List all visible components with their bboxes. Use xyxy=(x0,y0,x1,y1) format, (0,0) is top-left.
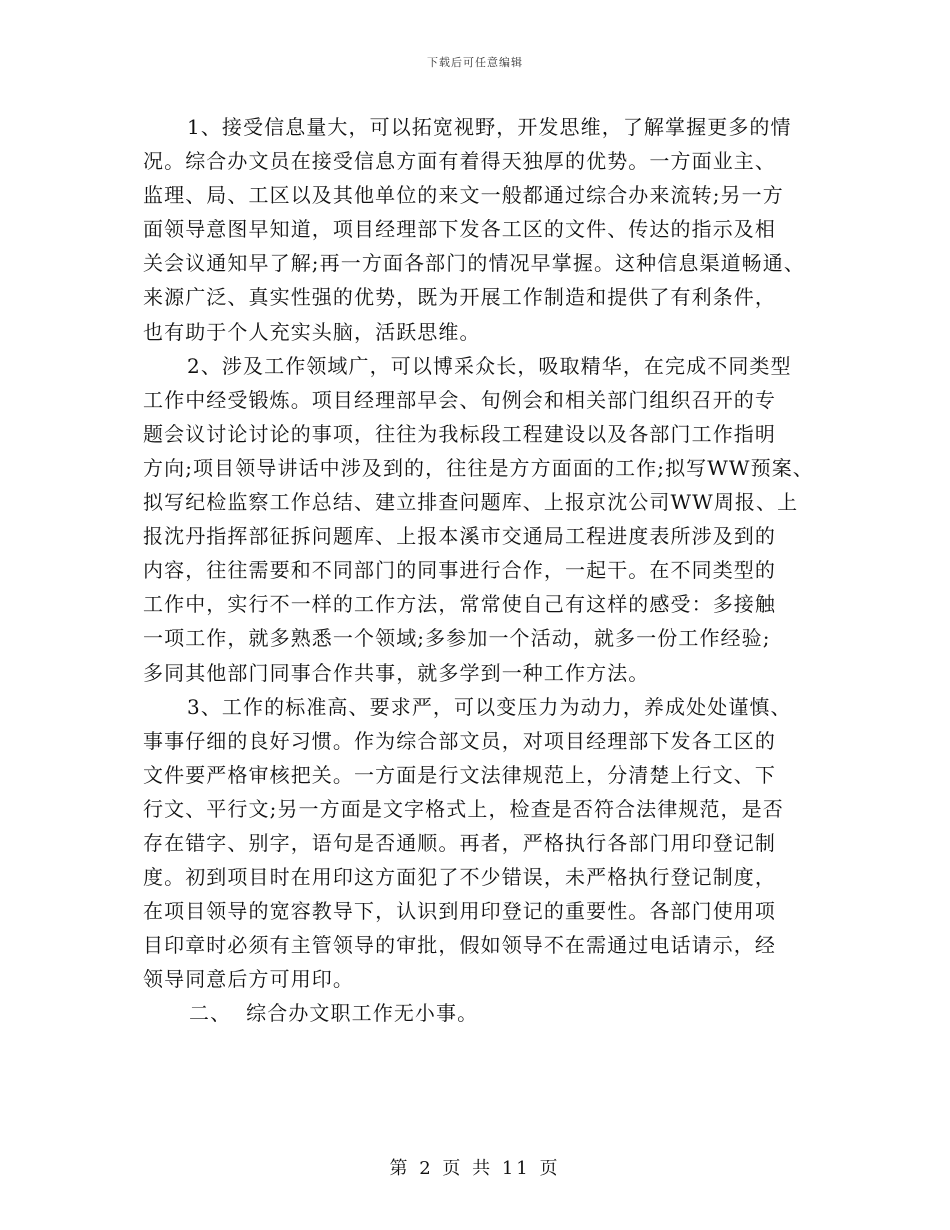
text-line: 工作中经受锻炼。项目经理部早会、旬例会和相关部门组织召开的专 xyxy=(143,387,776,412)
text-line: 行文、平行文;另一方面是文字格式上，检查是否符合法律规范，是否 xyxy=(143,796,784,821)
text-line: 度。初到项目时在用印这方面犯了不少错误，未严格执行登记制度， xyxy=(143,865,776,890)
text-line: 文件要严格审核把关。一方面是行文法律规范上，分清楚上行文、下 xyxy=(143,762,776,787)
text-line: 况。综合办文员在接受信息方面有着得天独厚的优势。一方面业主、 xyxy=(143,149,776,174)
text-line: 2、涉及工作领域广，可以博采众长，吸取精华，在完成不同类型 xyxy=(187,353,792,378)
text-line: 来源广泛、真实性强的优势，既为开展工作制造和提供了有利条件， xyxy=(143,285,776,310)
text-line: 报沈丹指挥部征拆问题库、上报本溪市交通局工程进度表所涉及到的 xyxy=(143,524,776,549)
text-line: 关会议通知早了解;再一方面各部门的情况早掌握。这种信息渠道畅通、 xyxy=(143,251,805,276)
section-heading: 二、 综合办文职工作无小事。 xyxy=(189,1001,479,1026)
text-line: 拟写纪检监察工作总结、建立排查问题库、上报京沈公司WW周报、上 xyxy=(143,490,799,515)
text-line: 监理、局、工区以及其他单位的来文一般都通过综合办来流转;另一方 xyxy=(143,183,784,208)
text-line: 1、接受信息量大，可以拓宽视野，开发思维，了解掌握更多的情 xyxy=(187,115,792,139)
document-body xyxy=(143,110,823,1031)
text-line: 领导同意后方可用印。 xyxy=(143,967,354,992)
text-line: 工作中，实行不一样的工作方法，常常使自己有这样的感受：多接触 xyxy=(143,592,776,617)
page-header: 下载后可任意编辑 xyxy=(427,56,523,69)
paragraph xyxy=(143,110,823,349)
text-line: 也有助于个人充实头脑，活跃思维。 xyxy=(143,319,481,344)
text-line: 事事仔细的良好习惯。作为综合部文员，对项目经理部下发各工区的 xyxy=(143,728,776,753)
text-line: 在项目领导的宽容教导下，认识到用印登记的重要性。各部门使用项 xyxy=(143,899,776,924)
text-line: 方向;项目领导讲话中涉及到的，往往是方方面面的工作;拟写WW预案、 xyxy=(143,455,814,480)
text-line: 目印章时必须有主管领导的审批，假如领导不在需通过电话请示，经 xyxy=(143,933,776,958)
text-line: 3、工作的标准高、要求严，可以变压力为动力，养成处处谨慎、 xyxy=(187,694,792,719)
page-number: 第 2 页 共 11 页 xyxy=(389,1158,561,1179)
paragraph xyxy=(143,690,823,997)
paragraph xyxy=(143,349,823,690)
text-line: 一项工作，就多熟悉一个领域;多参加一个活动，就多一份工作经验; xyxy=(143,626,771,651)
text-line: 存在错字、别字，语句是否通顺。再者，严格执行各部门用印登记制 xyxy=(143,830,776,855)
text-line: 题会议讨论讨论的事项，往往为我标段工程建设以及各部门工作指明 xyxy=(143,421,776,446)
text-line: 内容，往往需要和不同部门的同事进行合作，一起干。在不同类型的 xyxy=(143,558,776,583)
text-line: 面领导意图早知道，项目经理部下发各工区的文件、传达的指示及相 xyxy=(143,217,776,242)
text-line: 多同其他部门同事合作共事，就多学到一种工作方法。 xyxy=(143,660,650,685)
